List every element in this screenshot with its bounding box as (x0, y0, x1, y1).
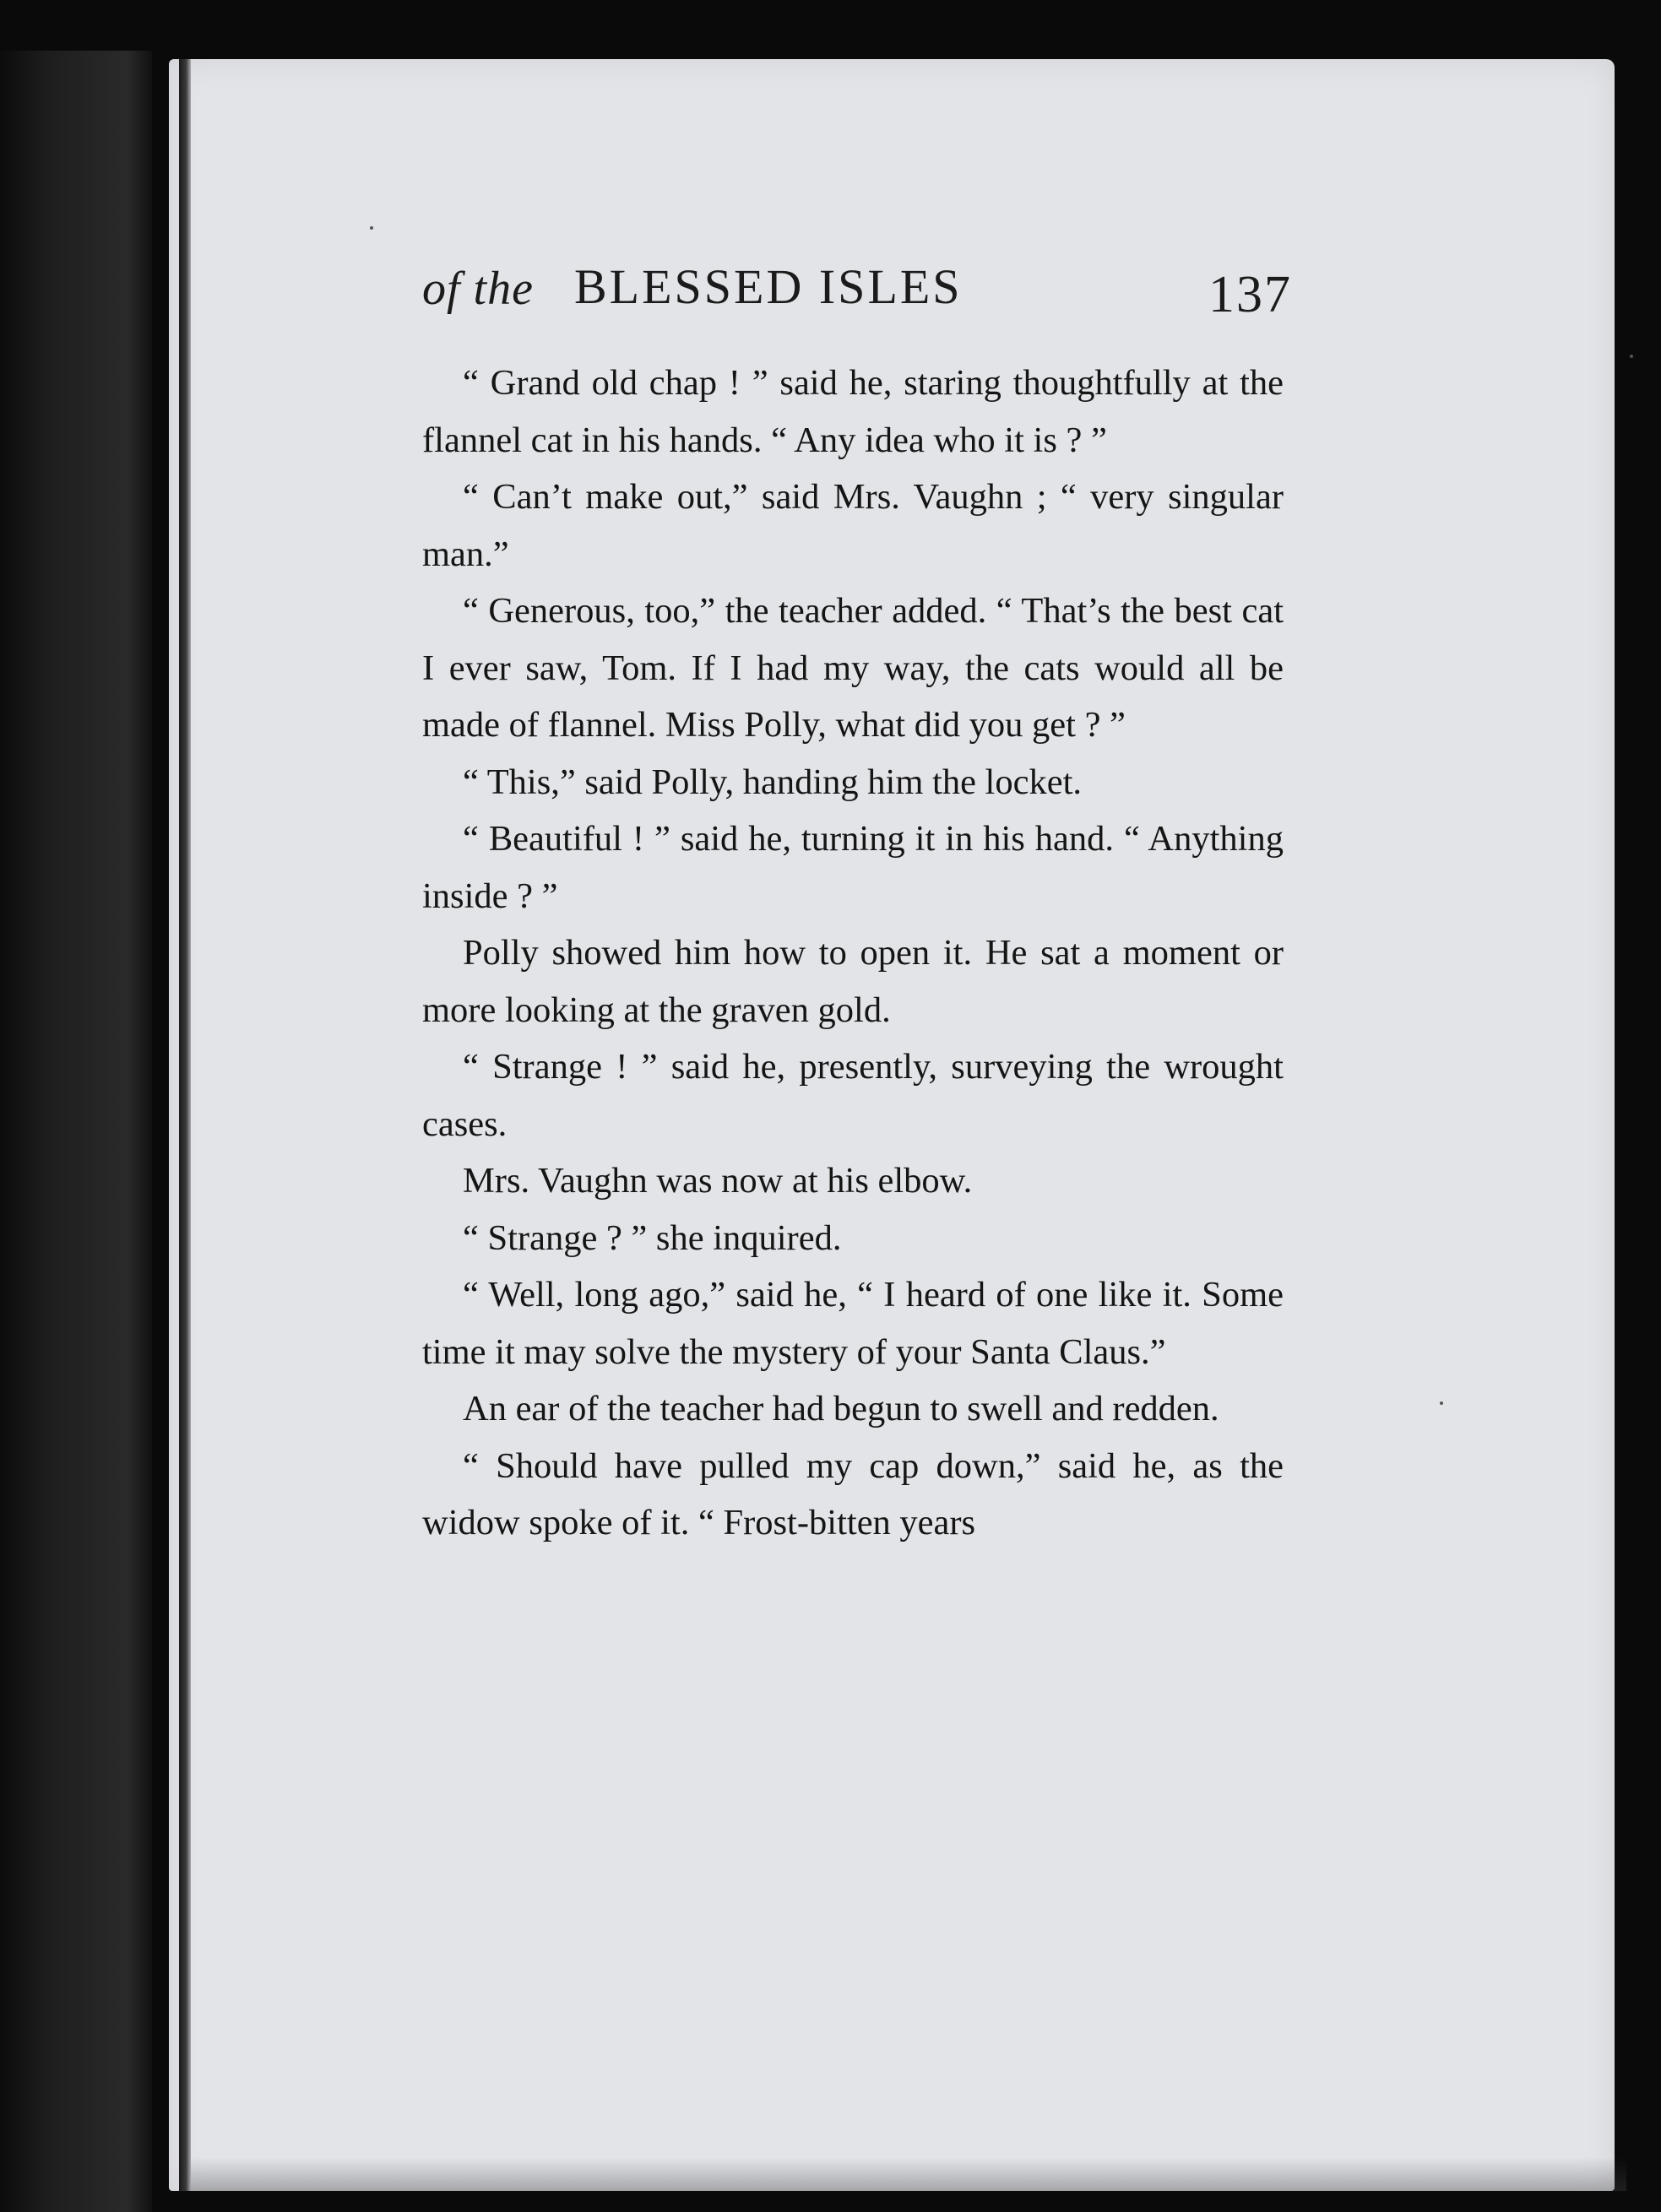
paragraph: “ Generous, too,” the teacher added. “ That’s the best cat I ever saw, Tom. If I had my way, the cats would all be made of flannel. Miss Polly, what did you get ? ” (422, 591, 1284, 745)
paragraph: “ Well, long ago,” said he, “ I heard of one like it. Some time it may solve the mystery of your Santa Claus.” (422, 1275, 1284, 1372)
paragraph: “ This,” said Polly, handing him the locket. (463, 762, 1083, 802)
speck (1630, 355, 1633, 358)
paragraph: “ Strange ? ” she inquired. (463, 1217, 842, 1258)
running-head-title: BLESSED ISLES (574, 259, 963, 314)
speck (1440, 1401, 1443, 1405)
body-text (422, 355, 1284, 1552)
page-bottom-shadow (191, 2157, 1626, 2191)
paragraph: “ Strange ! ” said he, presently, surveying the wrought cases. (422, 1047, 1284, 1144)
facing-page-edge (0, 51, 152, 2212)
speck (370, 226, 373, 230)
paragraph: “ Should have pulled my cap down,” said he, as the widow spoke of it. “ Frost-bitten years (422, 1445, 1284, 1542)
running-head (422, 253, 1292, 329)
paragraph: Polly showed him how to open it. He sat a moment or more looking at the graven gold. (422, 933, 1284, 1030)
paragraph: “ Can’t make out,” said Mrs. Vaughn ; “ very singular man.” (422, 477, 1284, 574)
page-gutter (179, 59, 191, 2191)
running-head-italic: of the (422, 263, 534, 315)
paragraph: “ Grand old chap ! ” said he, staring thoughtfully at the flannel cat in his hands. “ Any idea who it is ? ” (422, 363, 1284, 460)
paragraph: Mrs. Vaughn was now at his elbow. (463, 1161, 973, 1201)
paragraph: “ Beautiful ! ” said he, turning it in his hand. “ Anything inside ? ” (422, 819, 1284, 916)
paragraph: An ear of the teacher had begun to swell and redden. (463, 1389, 1219, 1429)
page-number: 137 (1208, 266, 1292, 323)
